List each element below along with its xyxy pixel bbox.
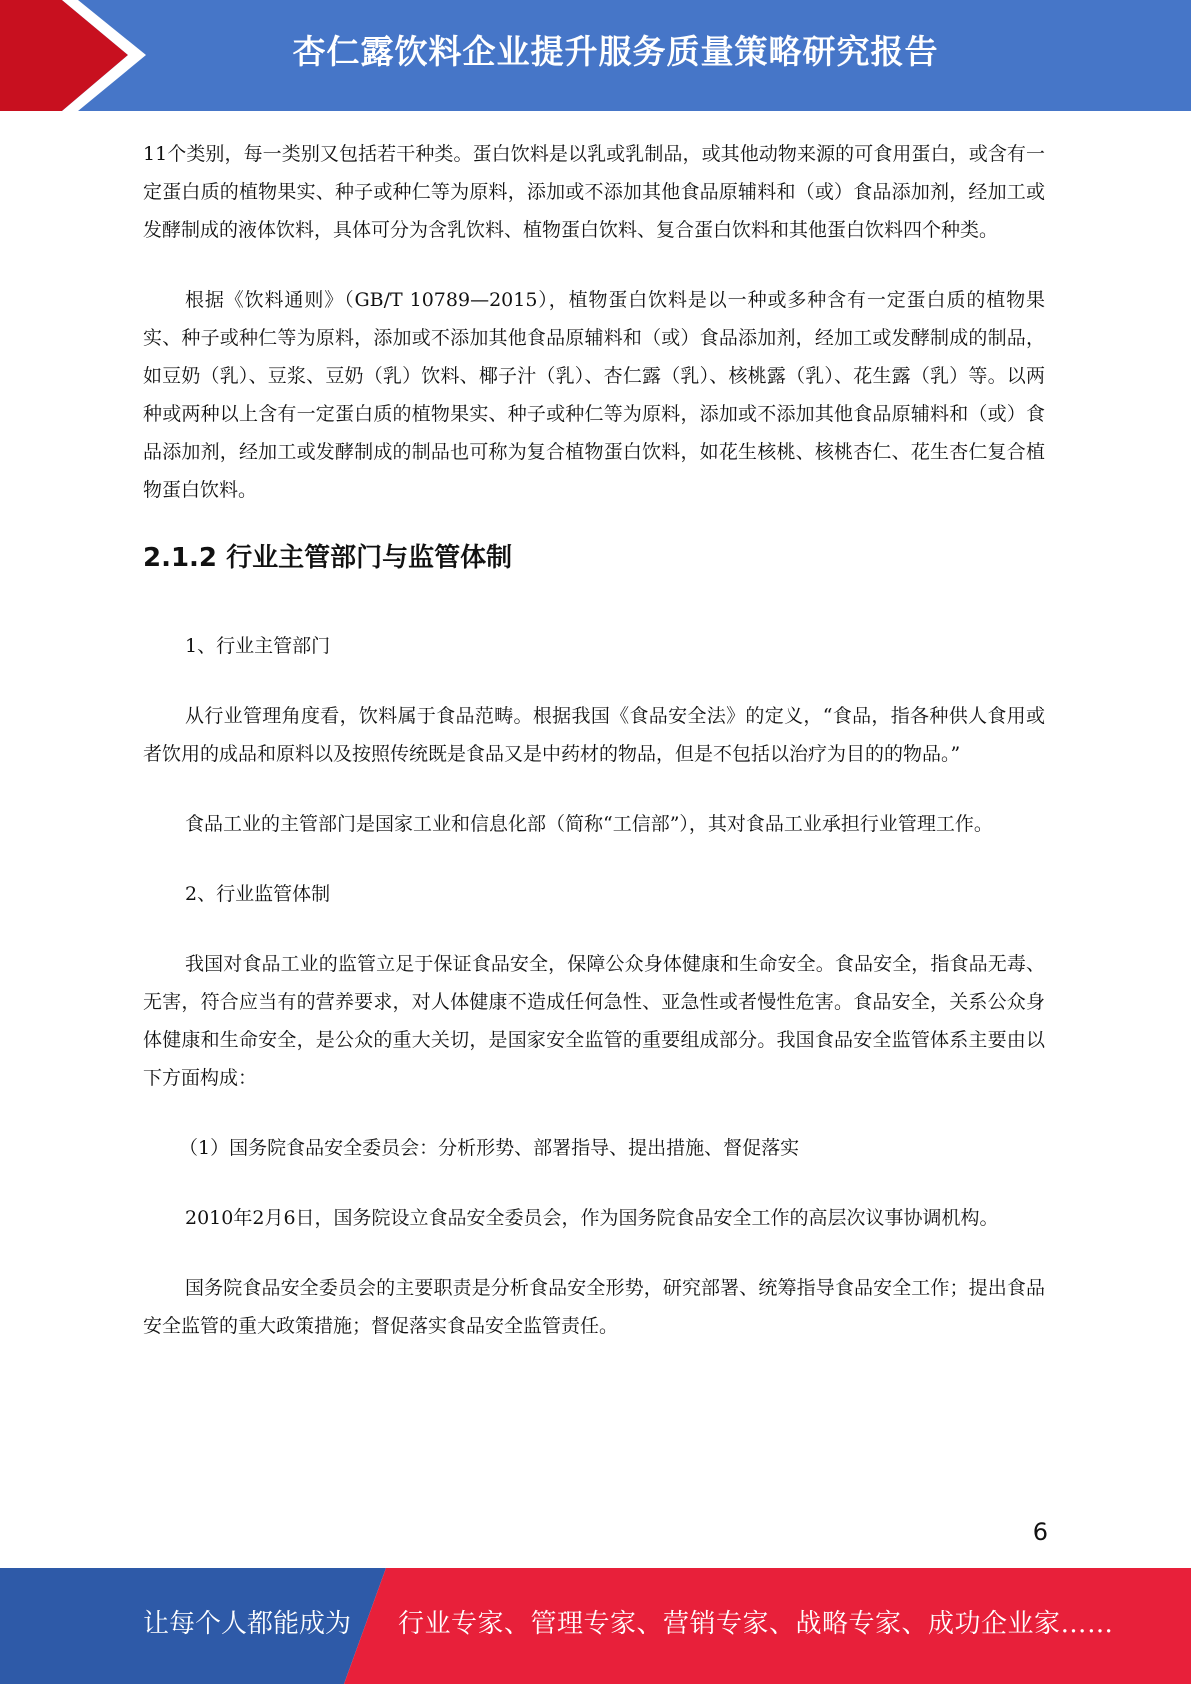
header-red-chevron — [0, 0, 128, 111]
section-heading: 2.1.2 行业主管部门与监管体制 — [143, 543, 513, 573]
footer-slogan-right: 行业专家、管理专家、营销专家、战略专家、成功企业家…… — [398, 1609, 1114, 1639]
paragraph-committee-duties: 国务院食品安全委员会的主要职责是分析食品安全形势，研究部署、统筹指导食品安全工作；提出食品安全监管的重大政策措施；督促落实食品安全监管责任。 — [143, 1277, 1045, 1337]
document-body — [143, 135, 1045, 1377]
page-number: 6 — [1032, 1518, 1048, 1546]
list-item-state-council-committee: （1）国务院食品安全委员会：分析形势、部署指导、提出措施、督促落实 — [179, 1137, 800, 1159]
page-footer-band — [0, 1568, 1191, 1684]
paragraph-plant-protein-definition: 根据《饮料通则》（GB/T 10789—2015），植物蛋白饮料是以一种或多种含有一定蛋白质的植物果实、种子或种仁等为原料，添加或不添加其他食品原辅料和（或）食品添加剂，经加工或发酵制成的制品，如豆奶（乳）、豆浆、豆奶（乳）饮料、椰子汁（乳）、杏仁露（乳）、核桃露（乳）、花生露（乳）等。以两种或两种以上含有一定蛋白质的植物果实、种子或种仁等为原料，添加或不添加其他食品原辅料和（或）食品添加剂，经加工或发酵制成的制品也可称为复合植物蛋白饮料，如花生核桃、核桃杏仁、花生杏仁复合植物蛋白饮料。 — [143, 289, 1045, 501]
report-title: 杏仁露饮料企业提升服务质量策略研究报告 — [292, 32, 939, 71]
footer-slogan-left: 让每个人都能成为 — [143, 1609, 352, 1639]
paragraph-beverage-categories: 11个类别，每一类别又包括若干种类。蛋白饮料是以乳或乳制品，或其他动物来源的可食用蛋白，或含有一定蛋白质的植物果实、种子或种仁等为原料，添加或不添加其他食品原辅料和（或）食品添加剂，经加工或发酵制成的液体饮料，具体可分为含乳饮料、植物蛋白饮料、复合蛋白饮料和其他蛋白饮料四个种类。 — [143, 143, 1045, 241]
paragraph-food-definition: 从行业管理角度看，饮料属于食品范畴。根据我国《食品安全法》的定义，“食品，指各种供人食用或者饮用的成品和原料以及按照传统既是食品又是中药材的物品，但是不包括以治疗为目的的物品。” — [143, 705, 1045, 765]
paragraph-food-safety: 我国对食品工业的监管立足于保证食品安全，保障公众身体健康和生命安全。食品安全，指食品无毒、无害，符合应当有的营养要求，对人体健康不造成任何急性、亚急性或者慢性危害。食品安全，关系公众身体健康和生命安全，是公众的重大关切，是国家安全监管的重要组成部分。我国食品安全监管体系主要由以下方面构成： — [143, 953, 1045, 1089]
paragraph-committee-established: 2010年2月6日，国务院设立食品安全委员会，作为国务院食品安全工作的高层次议事协调机构。 — [185, 1207, 999, 1229]
subheading-regulatory-system: 2、行业监管体制 — [185, 883, 331, 905]
subheading-authority: 1、行业主管部门 — [185, 635, 331, 657]
paragraph-miit: 食品工业的主管部门是国家工业和信息化部（简称“工信部”），其对食品工业承担行业管理工作。 — [185, 813, 993, 835]
page-header-band — [0, 0, 1191, 111]
